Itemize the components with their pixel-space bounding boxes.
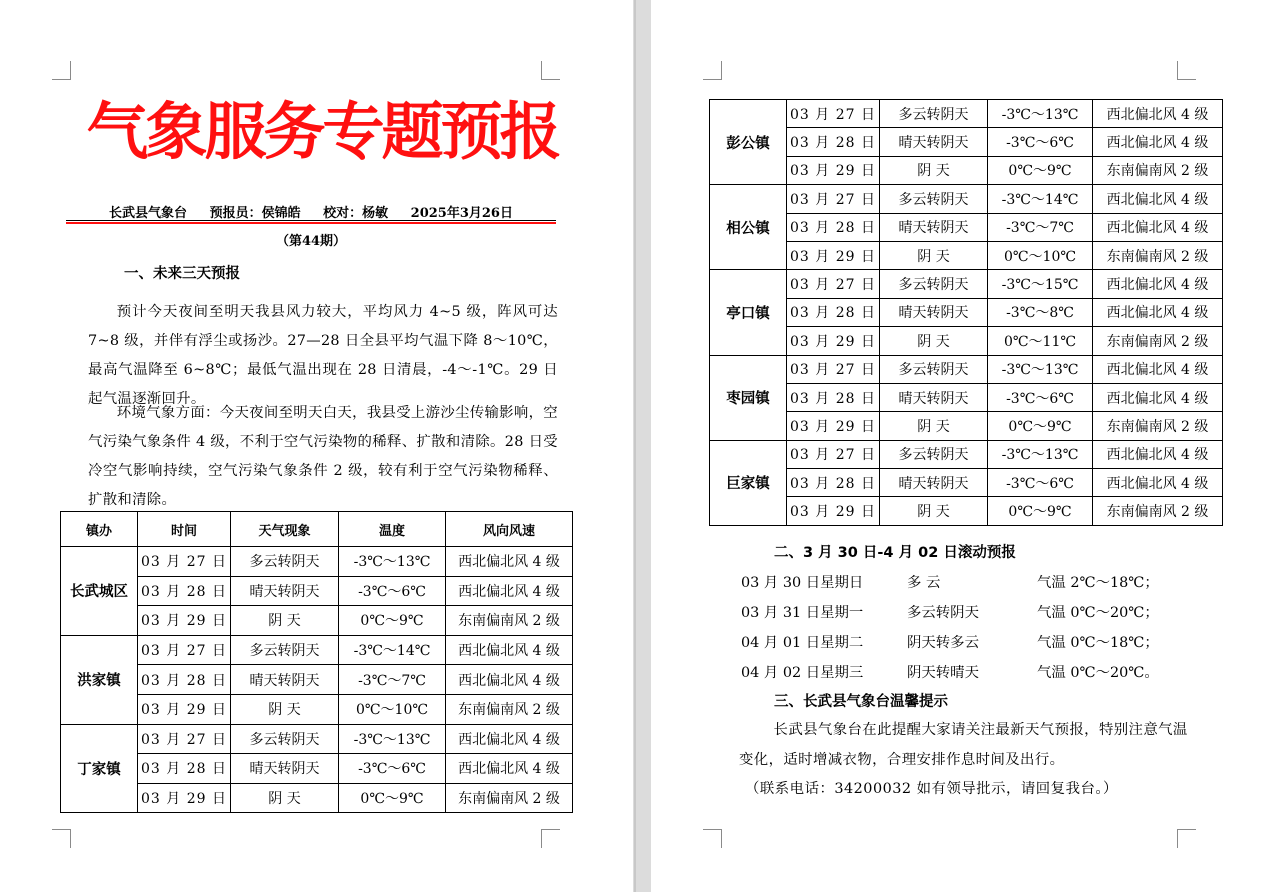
date-cell: 03 月 28 日 [787, 213, 880, 241]
margin-corner-mark [1177, 61, 1196, 80]
wind-cell: 西北偏北风 4 级 [446, 754, 573, 784]
table-row [61, 694, 573, 724]
rolling-date: 03 月 31 日星期一 [741, 605, 864, 621]
weather-cell: 晴天转阴天 [880, 128, 988, 156]
town-cell: 洪家镇 [61, 635, 138, 724]
weather-cell: 晴天转阴天 [231, 754, 339, 784]
wind-cell: 东南偏南风 2 级 [446, 694, 573, 724]
table-row [710, 128, 1223, 156]
town-cell: 枣园镇 [710, 355, 787, 440]
margin-corner-mark [541, 61, 560, 80]
temp-cell: 0℃～9℃ [988, 497, 1093, 525]
table-row [61, 783, 573, 813]
forecaster-name: 预报员：侯锦皓 [209, 206, 301, 221]
table-row [710, 327, 1223, 355]
temp-cell: 0℃～9℃ [988, 156, 1093, 184]
wind-cell: 西北偏北风 4 级 [1093, 469, 1223, 497]
checker-name: 校对：杨敏 [323, 206, 389, 221]
temp-cell: -3℃～13℃ [988, 440, 1093, 468]
temp-cell: 0℃～11℃ [988, 327, 1093, 355]
wind-cell: 西北偏北风 4 级 [1093, 270, 1223, 298]
weather-cell: 多云转阴天 [231, 547, 339, 577]
rolling-date: 03 月 30 日星期日 [741, 575, 864, 591]
weather-cell: 阴 天 [880, 241, 988, 269]
weather-cell: 阴 天 [880, 156, 988, 184]
margin-corner-mark [703, 829, 722, 848]
date-cell: 03 月 29 日 [787, 156, 880, 184]
rolling-temp: 气温 0℃～18℃； [1037, 635, 1159, 651]
date-cell: 03 月 28 日 [138, 665, 231, 695]
contact-line: （联系电话：34200032 如有领导批示，请回复我台。） [745, 781, 1118, 797]
weather-cell: 多云转阴天 [880, 440, 988, 468]
document-title: 气象服务专题预报 [86, 95, 559, 168]
temp-cell: -3℃～6℃ [988, 128, 1093, 156]
temp-cell: -3℃～7℃ [988, 213, 1093, 241]
date-cell: 03 月 28 日 [138, 754, 231, 784]
wind-cell: 西北偏北风 4 级 [446, 547, 573, 577]
weather-cell: 晴天转阴天 [880, 383, 988, 411]
date-cell: 03 月 27 日 [787, 100, 880, 128]
weather-cell: 阴 天 [880, 497, 988, 525]
date-cell: 03 月 29 日 [787, 497, 880, 525]
date-cell: 03 月 29 日 [787, 327, 880, 355]
temp-cell: -3℃～6℃ [988, 383, 1093, 411]
margin-corner-mark [52, 829, 71, 848]
date-cell: 03 月 27 日 [138, 635, 231, 665]
wind-cell: 西北偏北风 4 级 [446, 724, 573, 754]
town-cell: 丁家镇 [61, 724, 138, 813]
weather-cell: 多云转阴天 [880, 100, 988, 128]
wind-cell: 东南偏南风 2 级 [1093, 241, 1223, 269]
wind-cell: 东南偏南风 2 级 [1093, 497, 1223, 525]
column-header: 风向风速 [446, 512, 573, 547]
weather-cell: 晴天转阴天 [880, 213, 988, 241]
date-cell: 03 月 29 日 [138, 783, 231, 813]
column-header: 镇办 [61, 512, 138, 547]
wind-cell: 西北偏北风 4 级 [1093, 100, 1223, 128]
table-row [710, 298, 1223, 326]
section-heading-1: 一、未来三天预报 [124, 266, 240, 282]
temp-cell: -3℃～14℃ [988, 185, 1093, 213]
date-cell: 03 月 28 日 [787, 383, 880, 411]
wind-cell: 西北偏北风 4 级 [446, 635, 573, 665]
date-cell: 03 月 28 日 [787, 298, 880, 326]
weather-cell: 多云转阴天 [880, 270, 988, 298]
weather-cell: 晴天转阴天 [231, 576, 339, 606]
reminder-paragraph: 长武县气象台在此提醒大家请关注最新天气预报，特别注意气温变化，适时增减衣物，合理安排作息时间及出行。 [739, 722, 1188, 768]
column-header: 天气现象 [231, 512, 339, 547]
date-cell: 03 月 28 日 [787, 128, 880, 156]
table-row [61, 635, 573, 665]
forecast-table-left [60, 511, 573, 813]
table-row [61, 665, 573, 695]
table-row [710, 270, 1223, 298]
section-heading-2: 二、3 月 30 日-4 月 02 日滚动预报 [774, 545, 1016, 561]
table-row [61, 724, 573, 754]
wind-cell: 西北偏北风 4 级 [1093, 128, 1223, 156]
column-header: 时间 [138, 512, 231, 547]
date-cell: 03 月 27 日 [787, 270, 880, 298]
wind-cell: 东南偏南风 2 级 [446, 606, 573, 636]
table-row [710, 241, 1223, 269]
rolling-temp: 气温 2℃～18℃； [1037, 575, 1159, 591]
margin-corner-mark [52, 61, 71, 80]
rolling-temp: 气温 0℃～20℃。 [1037, 665, 1159, 681]
date-cell: 03 月 27 日 [787, 185, 880, 213]
header-rule-red [66, 222, 556, 224]
temp-cell: 0℃～9℃ [988, 412, 1093, 440]
page-shadow [634, 0, 636, 892]
issue-number: （第44期） [275, 234, 347, 249]
wind-cell: 东南偏南风 2 级 [1093, 327, 1223, 355]
weather-cell: 晴天转阴天 [880, 298, 988, 326]
environment-paragraph: 环境气象方面：今天夜间至明天白天，我县受上游沙尘传输影响，空气污染气象条件 4 级，不利于空气污染物的稀释、扩散和清除。28 日受冷空气影响持续，空气污染气象条件 2 级，较有利于空气污染物稀释、扩散和清除。 [88, 405, 558, 508]
table-row [710, 469, 1223, 497]
town-cell: 亭口镇 [710, 270, 787, 355]
table-row [61, 547, 573, 577]
wind-cell: 西北偏北风 4 级 [1093, 355, 1223, 383]
date-cell: 03 月 29 日 [138, 694, 231, 724]
date-cell: 03 月 29 日 [787, 241, 880, 269]
weather-cell: 阴 天 [880, 327, 988, 355]
temp-cell: -3℃～6℃ [339, 576, 446, 606]
date-cell: 03 月 29 日 [787, 412, 880, 440]
rolling-date: 04 月 02 日星期三 [741, 665, 864, 681]
weather-cell: 晴天转阴天 [231, 665, 339, 695]
weather-cell: 多云转阴天 [231, 724, 339, 754]
temp-cell: -3℃～15℃ [988, 270, 1093, 298]
weather-cell: 多云转阴天 [231, 635, 339, 665]
temp-cell: -3℃～13℃ [988, 355, 1093, 383]
column-header: 温度 [339, 512, 446, 547]
rolling-temp: 气温 0℃～20℃； [1037, 605, 1159, 621]
table-row [61, 576, 573, 606]
weather-cell: 多云转阴天 [880, 185, 988, 213]
station-name: 长武县气象台 [109, 206, 188, 221]
date-cell: 03 月 27 日 [787, 355, 880, 383]
header-rule-black [66, 220, 556, 221]
table-row [710, 412, 1223, 440]
issue-date: 2025年3月26日 [410, 206, 513, 221]
section-heading-3: 三、长武县气象台温馨提示 [774, 694, 948, 710]
date-cell: 03 月 28 日 [138, 576, 231, 606]
table-row [710, 185, 1223, 213]
town-cell: 相公镇 [710, 185, 787, 270]
page-gutter [633, 0, 651, 892]
wind-cell: 西北偏北风 4 级 [446, 576, 573, 606]
rolling-weather: 多 云 [907, 575, 941, 591]
temp-cell: 0℃～9℃ [339, 606, 446, 636]
temp-cell: 0℃～10℃ [339, 694, 446, 724]
issuer-line [66, 202, 556, 222]
rolling-date: 04 月 01 日星期二 [741, 635, 864, 651]
margin-corner-mark [541, 829, 560, 848]
date-cell: 03 月 27 日 [138, 724, 231, 754]
table-row [710, 497, 1223, 525]
temp-cell: -3℃～13℃ [339, 547, 446, 577]
forecast-paragraph: 预计今天夜间至明天我县风力较大，平均风力 4~5 级，阵风可达 7~8 级，并伴有浮尘或扬沙。27—28 日全县平均气温下降 8～10℃，最高气温降至 6~8℃；最低气温出现在 28 日清晨，-4～-1℃。29 日起气温逐渐回升。 [88, 304, 558, 407]
temp-cell: -3℃～8℃ [988, 298, 1093, 326]
date-cell: 03 月 28 日 [787, 469, 880, 497]
town-cell: 彭公镇 [710, 100, 787, 185]
town-cell: 巨家镇 [710, 440, 787, 525]
wind-cell: 东南偏南风 2 级 [1093, 156, 1223, 184]
margin-corner-mark [703, 61, 722, 80]
temp-cell: 0℃～10℃ [988, 241, 1093, 269]
rolling-weather: 多云转阴天 [907, 605, 979, 621]
document-page-1 [0, 0, 633, 892]
table-row [710, 383, 1223, 411]
margin-corner-mark [1177, 829, 1196, 848]
temp-cell: -3℃～13℃ [988, 100, 1093, 128]
weather-cell: 阴 天 [231, 606, 339, 636]
temp-cell: 0℃～9℃ [339, 783, 446, 813]
town-cell: 长武城区 [61, 547, 138, 636]
table-row [61, 606, 573, 636]
weather-cell: 阴 天 [231, 694, 339, 724]
temp-cell: -3℃～7℃ [339, 665, 446, 695]
date-cell: 03 月 27 日 [787, 440, 880, 468]
weather-cell: 晴天转阴天 [880, 469, 988, 497]
wind-cell: 西北偏北风 4 级 [1093, 213, 1223, 241]
wind-cell: 东南偏南风 2 级 [446, 783, 573, 813]
wind-cell: 西北偏北风 4 级 [1093, 185, 1223, 213]
table-header-row [61, 512, 573, 547]
date-cell: 03 月 27 日 [138, 547, 231, 577]
temp-cell: -3℃～13℃ [339, 724, 446, 754]
wind-cell: 西北偏北风 4 级 [1093, 440, 1223, 468]
temp-cell: -3℃～6℃ [339, 754, 446, 784]
weather-cell: 阴 天 [880, 412, 988, 440]
rolling-weather: 阴天转多云 [907, 635, 979, 651]
weather-cell: 多云转阴天 [880, 355, 988, 383]
wind-cell: 西北偏北风 4 级 [1093, 383, 1223, 411]
table-row [710, 355, 1223, 383]
table-row [710, 213, 1223, 241]
rolling-weather: 阴天转晴天 [907, 665, 979, 681]
table-row [61, 754, 573, 784]
date-cell: 03 月 29 日 [138, 606, 231, 636]
wind-cell: 西北偏北风 4 级 [446, 665, 573, 695]
forecast-table-right [709, 99, 1223, 526]
temp-cell: -3℃～6℃ [988, 469, 1093, 497]
table-row [710, 100, 1223, 128]
weather-cell: 阴 天 [231, 783, 339, 813]
wind-cell: 西北偏北风 4 级 [1093, 298, 1223, 326]
wind-cell: 东南偏南风 2 级 [1093, 412, 1223, 440]
table-row [710, 156, 1223, 184]
temp-cell: -3℃～14℃ [339, 635, 446, 665]
table-row [710, 440, 1223, 468]
